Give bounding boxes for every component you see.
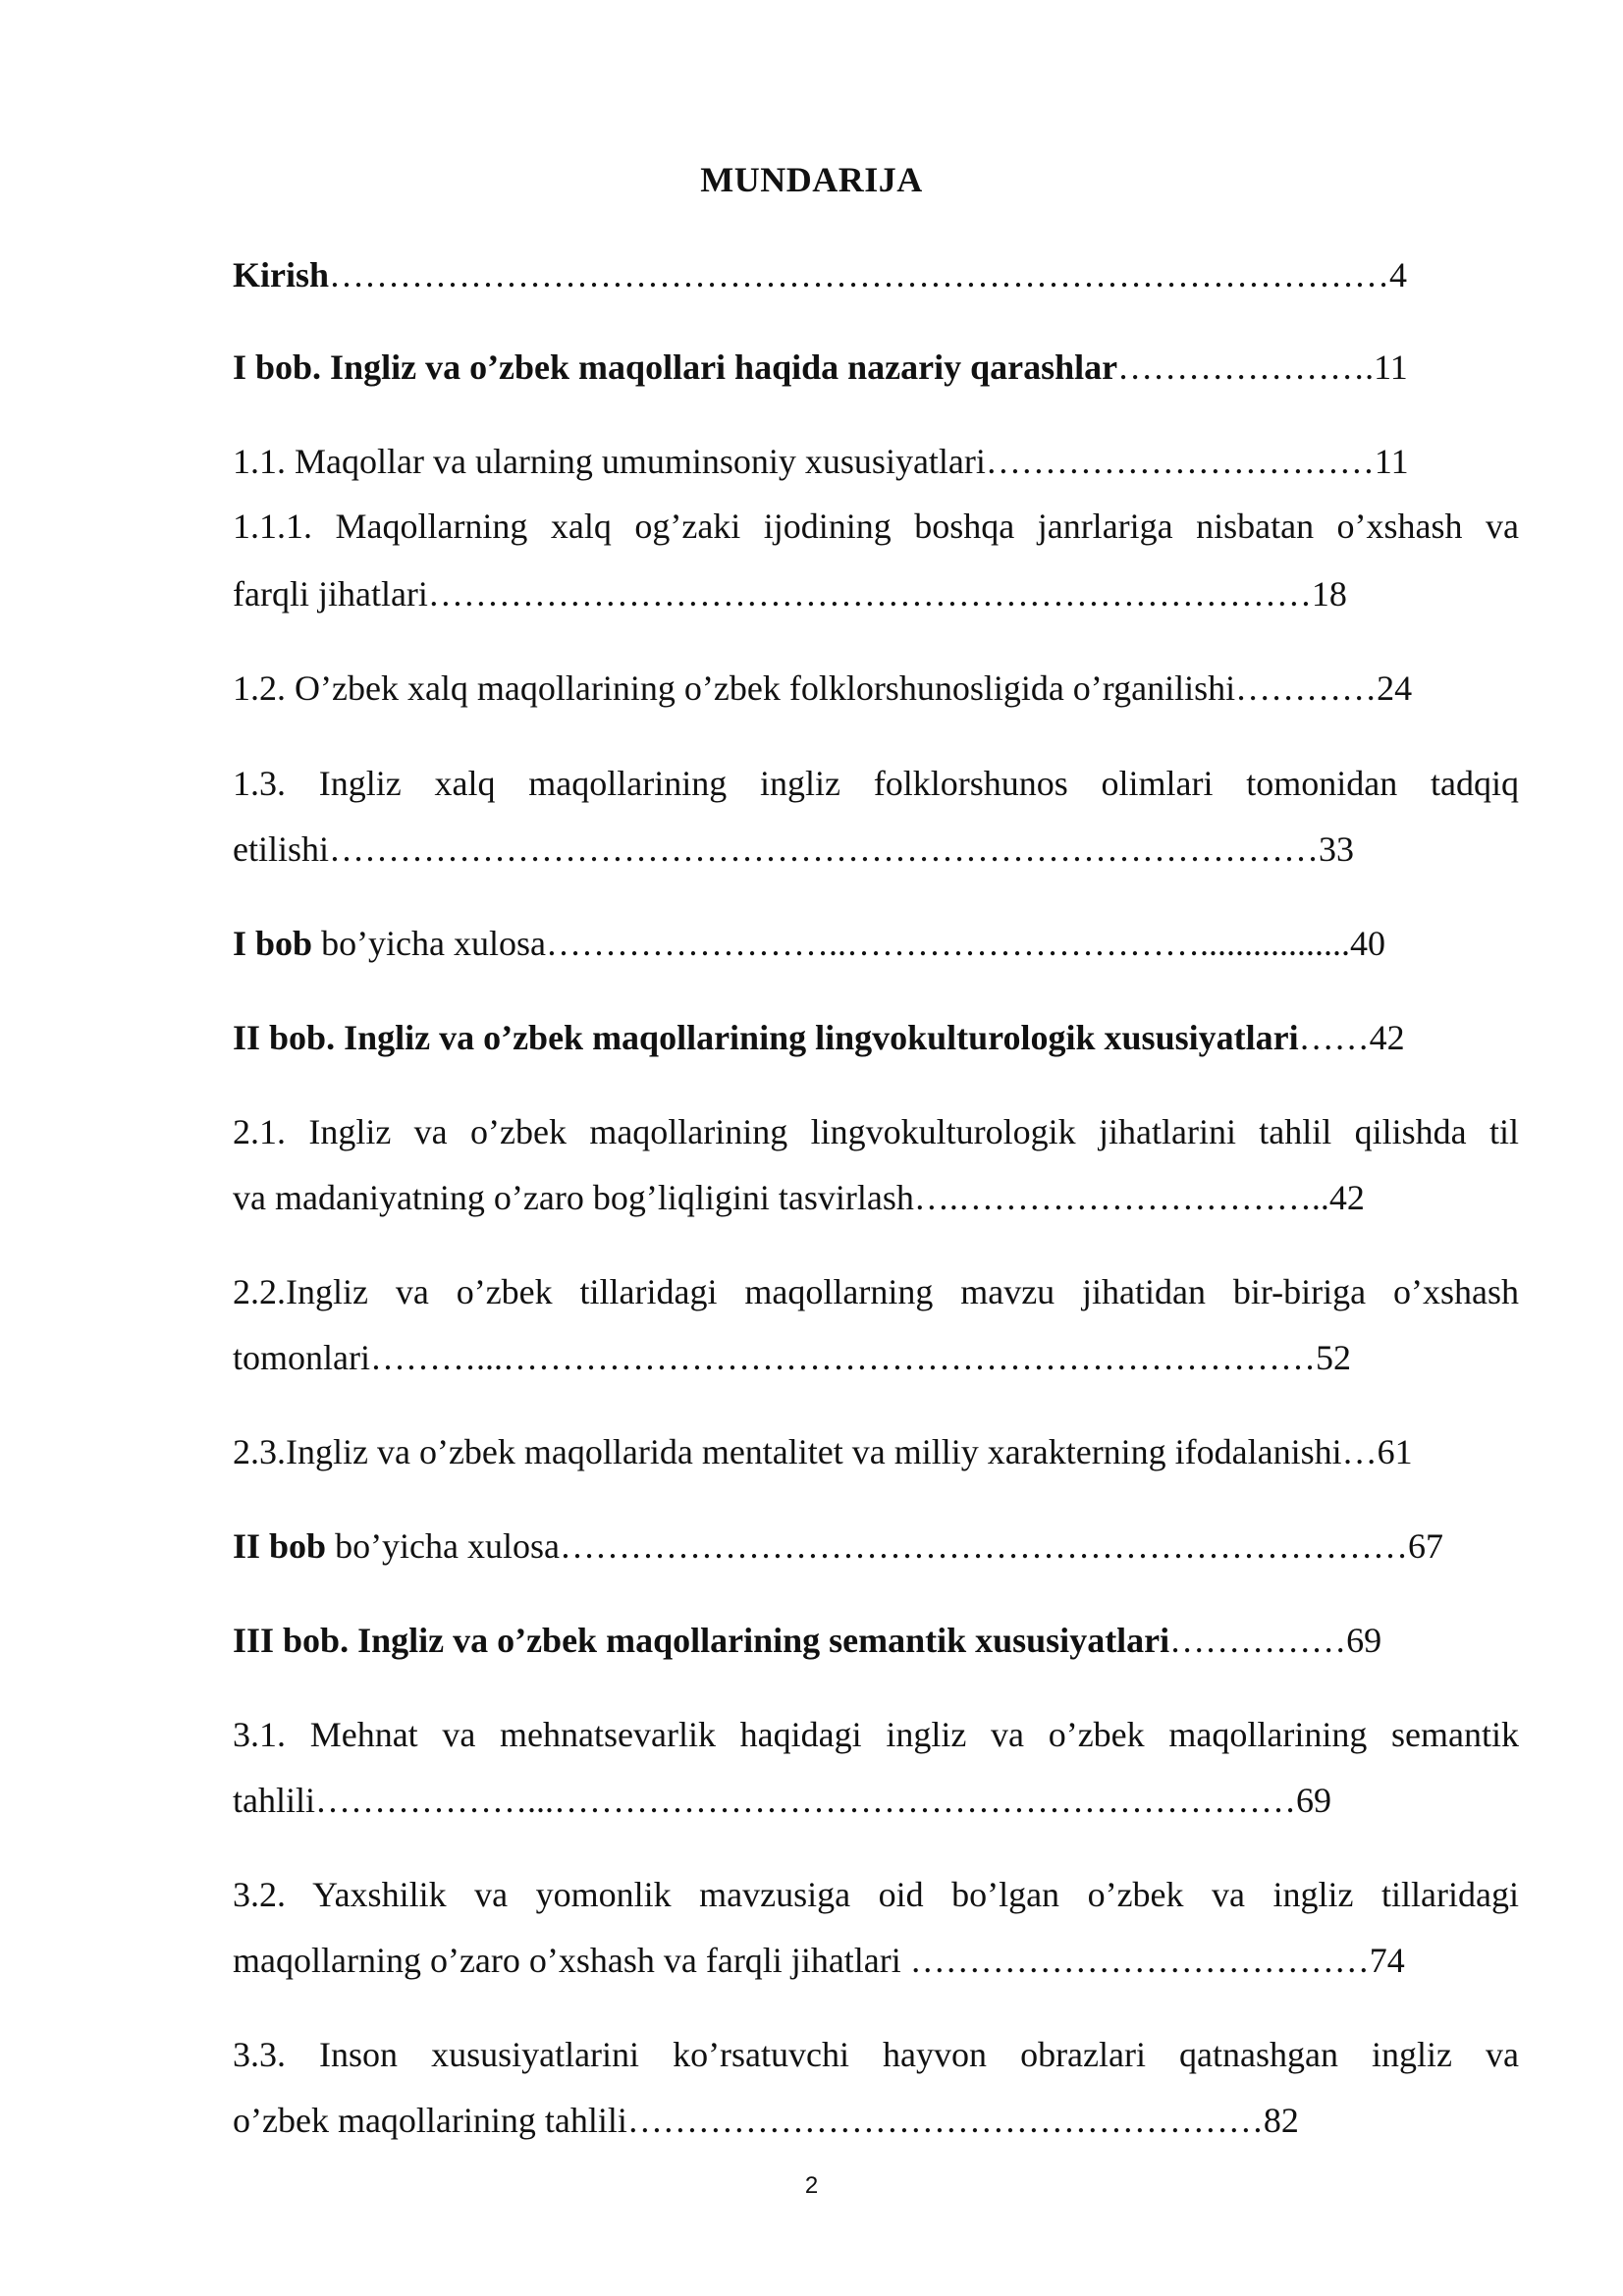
toc-entry-leader: bo’yicha xulosa……………………..………………………….................40 [312,924,1385,963]
toc-entry-chapter-1 [233,345,1519,390]
toc-entry-chapter-1-conclusion [233,921,1519,966]
toc-entry-label: III bob. Ingliz va o’zbek maqollarining semantik xususiyatlari [233,1621,1170,1660]
toc-entry-3-2-line2: maqollarning o’zaro o’xshash va farqli jihatlari …………………………………74 [233,1941,1405,1980]
toc-entry-3-1-line2: tahlili………………...………………………………………………………69 [233,1781,1331,1820]
toc-entry-2-1-line2: va madaniyatning o’zaro bog’liqligini tasvirlash….…………………………..42 [233,1178,1365,1217]
toc-entry-1-3-line2: etilishi…………………………………………………………………………33 [233,829,1354,869]
toc-entry-label: Kirish [233,255,330,294]
toc-entry-1-3-line1: 1.3. Ingliz xalq maqollarining ingliz folklorshunos olimlari tomonidan tadqiq [233,764,1519,803]
page-number: 2 [804,2172,819,2199]
toc-entry-2-3: 2.3.Ingliz va o’zbek maqollarida mentalitet va milliy xarakterning ifodalanishi…61 [233,1432,1413,1471]
toc-entry-chapter-2-conclusion [233,1523,1519,1569]
toc-entry-3-1-line1: 3.1. Mehnat va mehnatsevarlik haqidagi ingliz va o’zbek maqollarining semantik [233,1715,1519,1754]
toc-entry-chapter-2 [233,1015,1519,1060]
toc-entry-leader: ……42 [1298,1018,1405,1057]
page-title: MUNDARIJA [700,160,923,199]
toc-entry-3-3-line2: o’zbek maqollarining tahlili………………………………………………82 [233,2101,1299,2140]
toc-entry-1-2: 1.2. O’zbek xalq maqollarining o’zbek folklorshunosligida o’rganilishi…………24 [233,668,1413,708]
toc-entry-leader: ………………………………………………………………………………4 [329,255,1408,294]
toc-entry-label: I bob. Ingliz va o’zbek maqollari haqida nazariy qarashlar [233,347,1118,387]
toc-entry-kirish [233,252,1519,297]
toc-entry-label: II bob [233,1526,327,1566]
toc-entry-label: I bob [233,924,313,963]
toc-entry-1-1-1-line1: 1.1.1. Maqollarning xalq og’zaki ijodining boshqa janrlariga nisbatan o’xshash va [233,507,1519,546]
toc-entry-leader: ……………69 [1169,1621,1382,1660]
toc-entry-label: II bob. Ingliz va o’zbek maqollarining lingvokulturologik xususiyatlari [233,1018,1299,1057]
toc-entry-3-2-line1: 3.2. Yaxshilik va yomonlik mavzusiga oid bo’lgan o’zbek va ingliz tillaridagi [233,1875,1519,1914]
toc-entry-leader: ………………….11 [1117,347,1408,387]
toc-entry-2-2-line2: tomonlari………...……………………………………………………………52 [233,1338,1351,1377]
toc-entry-leader: bo’yicha xulosa………………………………………………………………67 [326,1526,1443,1566]
toc-entry-1-1: 1.1. Maqollar va ularning umuminsoniy xususiyatlari……………………………11 [233,442,1409,481]
toc-entry-2-2-line1: 2.2.Ingliz va o’zbek tillaridagi maqollarning mavzu jihatidan bir-biriga o’xshash [233,1272,1519,1311]
toc-entry-3-3-line1: 3.3. Inson xususiyatlarini ko’rsatuvchi hayvon obrazlari qatnashgan ingliz va [233,2035,1519,2074]
toc-entry-chapter-3 [233,1618,1519,1663]
toc-entry-1-1-1-line2: farqli jihatlari…………………………………………………………………18 [233,574,1347,614]
toc-entry-2-1-line1: 2.1. Ingliz va o’zbek maqollarining lingvokulturologik jihatlarini tahlil qilishda til [233,1112,1519,1151]
